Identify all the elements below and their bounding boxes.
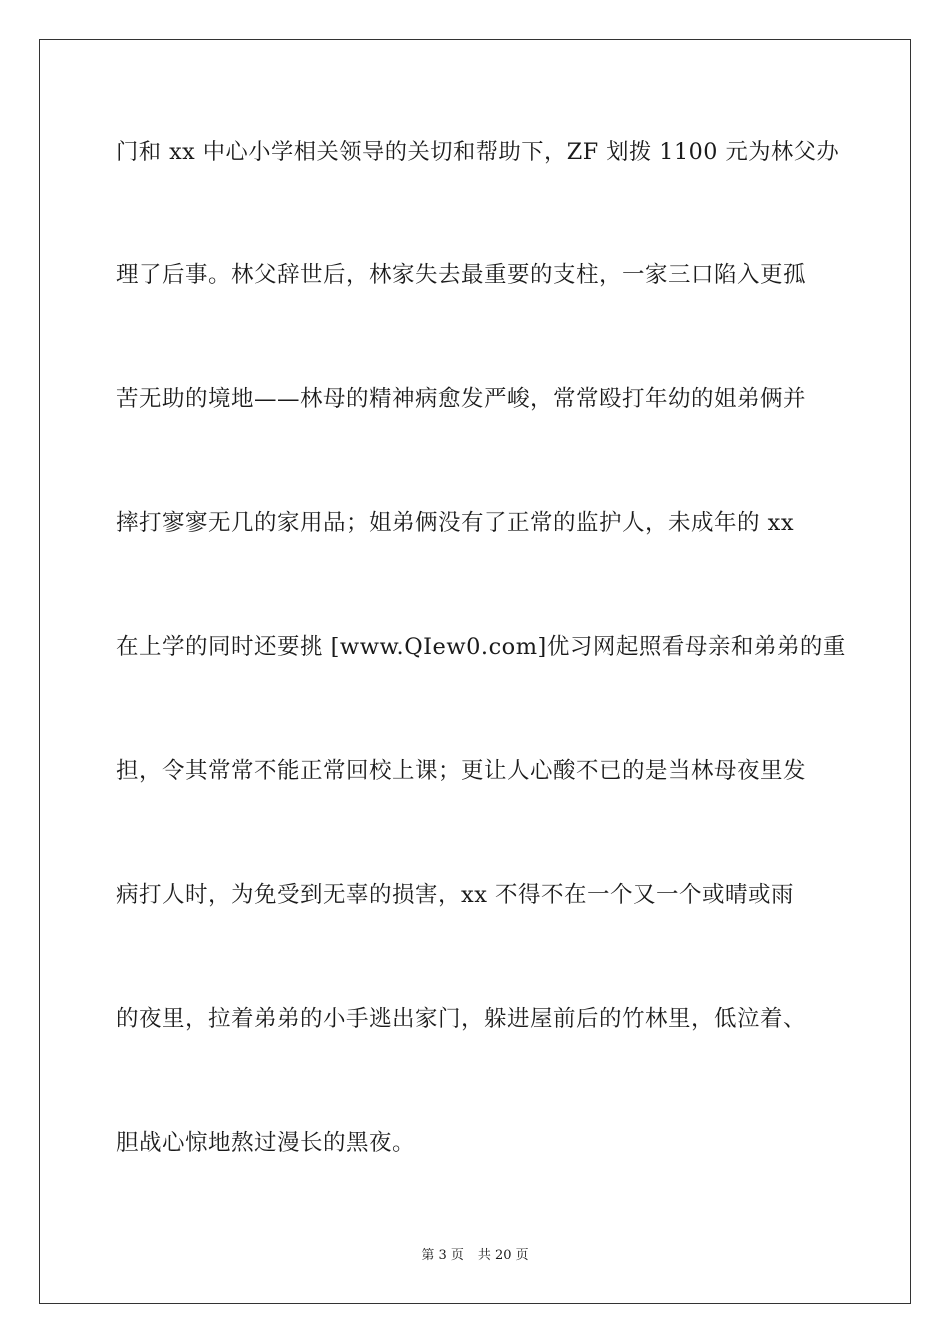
text-line: 担，令其常常不能正常回校上课；更让人心酸不已的是当林母夜里发 xyxy=(116,758,807,784)
page-footer xyxy=(0,1247,950,1265)
text-line: 的夜里，拉着弟弟的小手逃出家门，躲进屋前后的竹林里，低泣着、 xyxy=(116,1006,807,1032)
page-border xyxy=(39,39,911,1304)
text-line: 理了后事。林父辞世后，林家失去最重要的支柱，一家三口陷入更孤 xyxy=(116,262,807,288)
text-line: 门和 xx 中心小学相关领导的关切和帮助下，ZF 划拨 1100 元为林父办 xyxy=(116,139,840,165)
text-line: 摔打寥寥无几的家用品；姐弟俩没有了正常的监护人，未成年的 xx xyxy=(116,510,795,536)
text-line: 胆战心惊地熬过漫长的黑夜。 xyxy=(116,1130,416,1156)
text-line: 苦无助的境地——林母的精神病愈发严峻，常常殴打年幼的姐弟俩并 xyxy=(116,386,807,412)
total-pages: 共 20 页 xyxy=(477,1248,529,1263)
page-number: 第 3 页 xyxy=(421,1248,464,1263)
text-line: 病打人时，为免受到无辜的损害，xx 不得不在一个又一个或晴或雨 xyxy=(116,882,795,908)
text-line: 在上学的同时还要挑 [www.QIew0.com]优习网起照看母亲和弟弟的重 xyxy=(116,634,846,660)
